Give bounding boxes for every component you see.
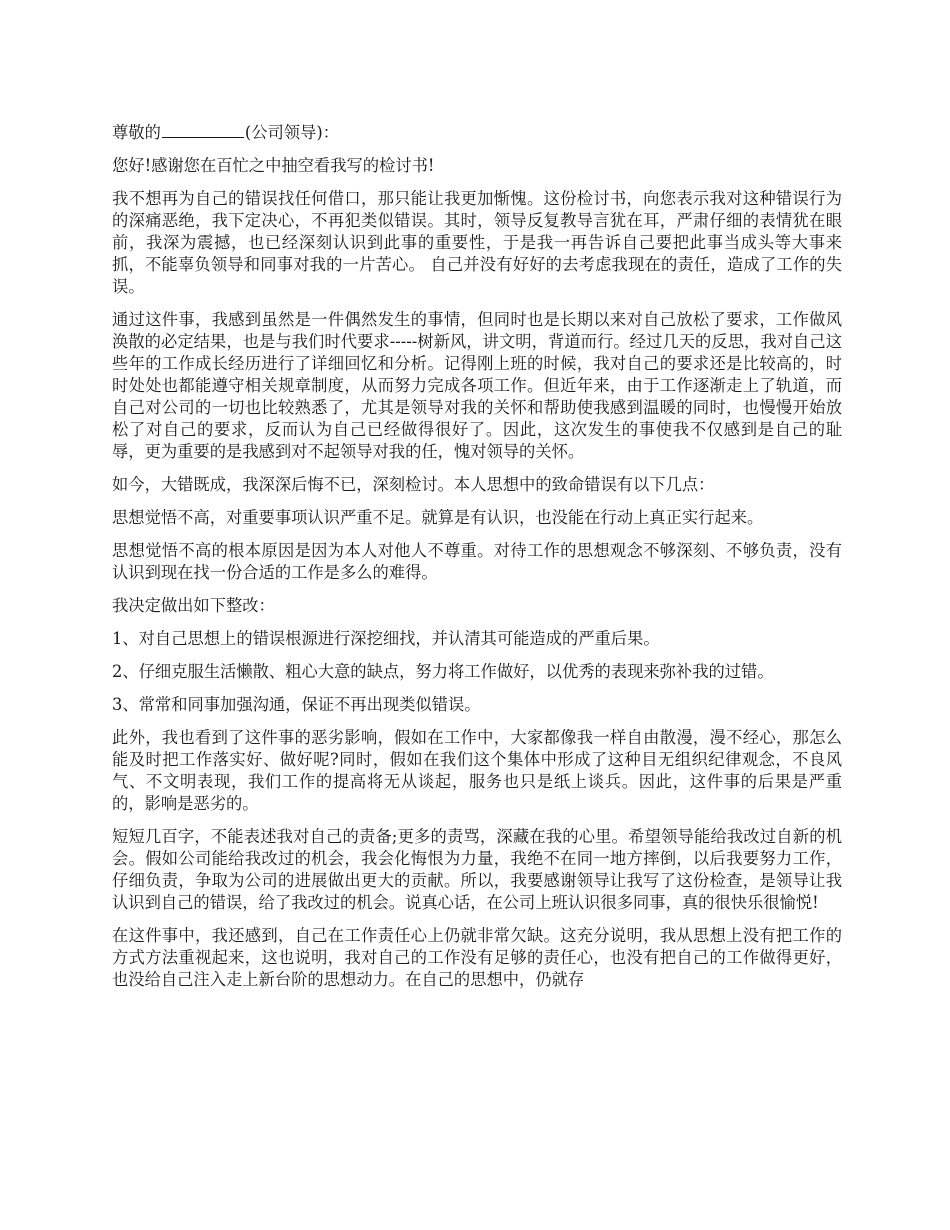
paragraph-reflection: 通过这件事，我感到虽然是一件偶然发生的事情，但同时也是长期以来对自己放松了要求，工作做风涣散的必定结果，也是与我们时代要求-----树新风，讲文明，背道而行。经过几天的反思，我对自己这些年的工作成长经历进行了详细回忆和分析。记得刚上班的时候，我对自己的要求还是比较高的，时时处处也都能遵守相关规章制度，从而努力完成各项工作。但近年来，由于工作逐渐走上了轨道，而自己对公司的一切也比较熟悉了，尤其是领导对我的关怀和帮助使我感到温暖的同时，也慢慢开始放松了对自己的要求，反而认为自己已经做得很好了。因此，这次发生的事使我不仅感到是自己的耻辱，更为重要的是我感到对不起领导对我的任，愧对领导的关怀。: [112, 310, 842, 461]
salutation: [112, 122, 842, 144]
paragraph-consequences: 此外，我也看到了这件事的恶劣影响，假如在工作中，大家都像我一样自由散漫，漫不经心，那怎么能及时把工作落实好、做好呢?同时，假如在我们这个集体中形成了这种目无组织纪律观念，不良风气、不文明表现，我们工作的提高将无从谈起，服务也只是纸上谈兵。因此，这件事的后果是严重的，影响是恶劣的。: [112, 728, 842, 813]
list-item: 1、对自己思想上的错误根源进行深挖细找，并认清其可能造成的严重后果。: [112, 629, 660, 648]
list-item: 3、常常和同事加强沟通，保证不再出现类似错误。: [112, 695, 481, 714]
salutation-suffix: (公司领导)：: [244, 123, 339, 142]
paragraph-intro-errors: 如今，大错既成，我深深后悔不已，深刻检讨。本人思想中的致命错误有以下几点：: [112, 475, 715, 494]
paragraph-responsibility: 在这件事中，我还感到，自己在工作责任心上仍就非常欠缺。这充分说明，我从思想上没有把工作的方式方法重视起来，这也说明，我对自己的工作没有足够的责任心，也没有把自己的工作做得更好，也没给自己注入走上新台阶的思想动力。在自己的思想中，仍就存: [112, 926, 842, 989]
paragraph-error-2: 思想觉悟不高的根本原因是因为本人对他人不尊重。对待工作的思想观念不够深刻、不够负责，没有认识到现在找一份合适的工作是多么的难得。: [112, 541, 842, 582]
paragraph-gratitude: 短短几百字，不能表述我对自己的责备;更多的责骂，深藏在我的心里。希望领导能给我改过自新的机会。假如公司能给我改过的机会，我会化悔恨为力量，我绝不在同一地方摔倒，以后我要努力工作，仔细负责，争取为公司的进展做出更大的贡献。所以，我要感谢领导让我写了这份检查，是领导让我认识到自己的错误，给了我改过的机会。说真心话，在公司上班认识很多同事，真的很快乐很愉悦!: [112, 827, 842, 912]
paragraph-error-1: 思想觉悟不高，对重要事项认识严重不足。就算是有认识，也没能在行动上真正实行起来。: [112, 508, 764, 527]
name-blank-line: [162, 122, 244, 138]
salutation-prefix: 尊敬的: [112, 123, 161, 142]
list-item: 2、仔细克服生活懒散、粗心大意的缺点，努力将工作做好，以优秀的表现来弥补我的过错。: [112, 662, 774, 681]
paragraph-apology: 我不想再为自己的错误找任何借口，那只能让我更加惭愧。这份检讨书，向您表示我对这种错误行为的深痛恶绝，我下定决心，不再犯类似错误。其时，领导反复教导言犹在耳，严肃仔细的表情犹在眼前，我深为震撼，也已经深刻认识到此事的重要性，于是我一再告诉自己要把此事当成头等大事来抓，不能辜负领导和同事对我的一片苦心。 自己并没有好好的去考虑我现在的责任，造成了工作的失误。: [112, 189, 842, 296]
paragraph-rectify-intro: 我决定做出如下整改：: [112, 596, 275, 615]
greeting-paragraph: 您好!感谢您在百忙之中抽空看我写的检讨书!: [112, 156, 435, 175]
document-body: [112, 122, 842, 1002]
